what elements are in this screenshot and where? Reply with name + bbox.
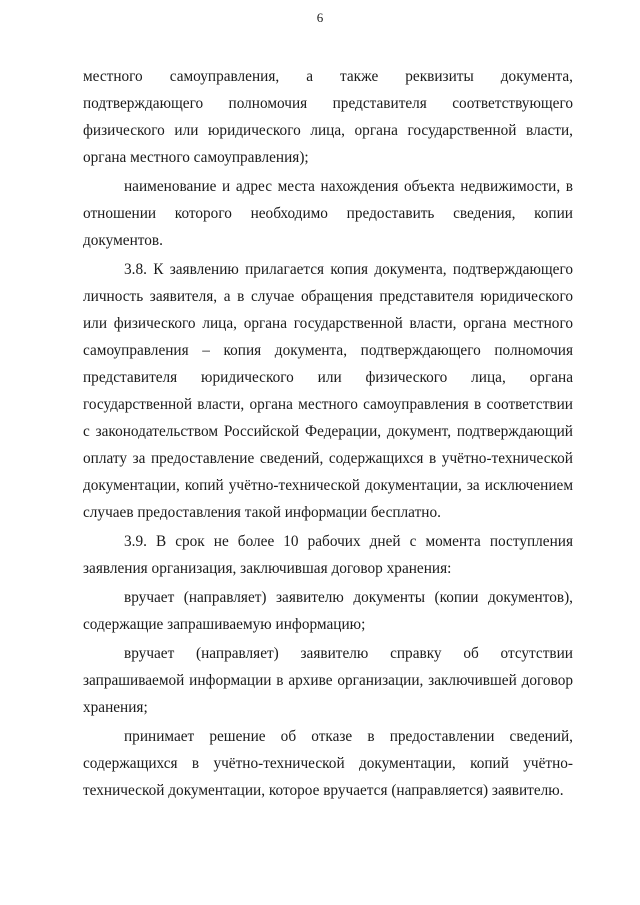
paragraph-deliver-documents: вручает (направляет) заявителю документы (копии документов), содержащие запрашиваемую информацию; — [83, 589, 573, 633]
paragraph-refusal-decision: принимает решение об отказе в предоставлении сведений, содержащихся в учётно-технической документации, копий учётно-технической документации, которое вручается (направляется) заявителю. — [83, 728, 573, 799]
paragraph-property-address: наименование и адрес места нахождения объекта недвижимости, в отношении которого необходимо предоставить сведения, копии документов. — [83, 178, 573, 249]
document-body — [83, 63, 573, 804]
paragraph-section-3-8: 3.8. К заявлению прилагается копия документа, подтверждающего личность заявителя, а в случае обращения представителя юридического или физического лица, органа государственной власти, органа местного самоуправления – копия документа, подтверждающего полномочия представителя юридического или физического лица, органа государственной власти, органа местного самоуправления в соответствии с законодательством Российской Федерации, документ, подтверждающий оплату за предоставление сведений, содержащихся в учётно-технической документации, копий учётно-технической документации, за исключением случаев предоставления такой информации бесплатно. — [83, 261, 573, 521]
paragraph-deliver-certificate: вручает (направляет) заявителю справку об отсутствии запрашиваемой информации в архиве организации, заключившей договор хранения; — [83, 645, 573, 716]
paragraph-representative-details: местного самоуправления, а также реквизиты документа, подтверждающего полномочия представителя соответствующего физического или юридического лица, органа государственной власти, органа местного самоуправления); — [83, 68, 573, 166]
page-number: 6 — [316, 10, 324, 25]
paragraph-section-3-9: 3.9. В срок не более 10 рабочих дней с момента поступления заявления организация, заключившая договор хранения: — [83, 533, 573, 577]
